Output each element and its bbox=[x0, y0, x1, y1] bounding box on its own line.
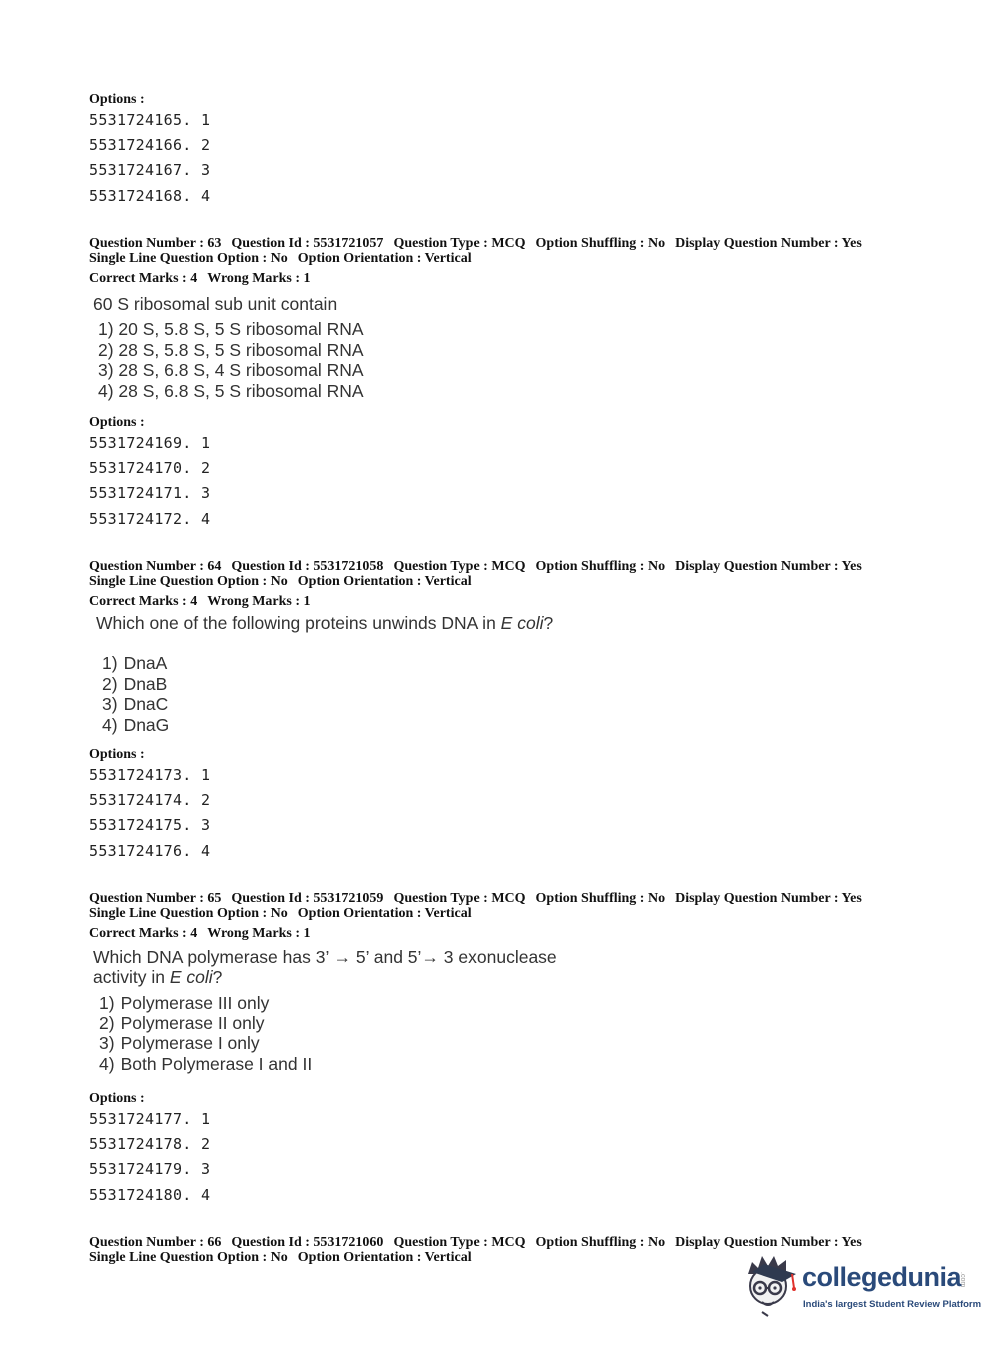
question-text-main: activity in bbox=[93, 967, 170, 987]
single-line-option: Single Line Question Option : No bbox=[89, 574, 288, 589]
option-code: 5531724174. 2 bbox=[89, 791, 211, 809]
option-orientation: Option Orientation : Vertical bbox=[297, 251, 472, 266]
display-question-number: Display Question Number : Yes bbox=[675, 1235, 862, 1250]
wrong-marks: Wrong Marks : 1 bbox=[207, 594, 311, 609]
correct-marks: Correct Marks : 4 bbox=[89, 271, 198, 286]
question-text bbox=[96, 613, 553, 634]
choice-number: 4) bbox=[102, 715, 118, 735]
choice-number: 4) bbox=[99, 1054, 115, 1074]
option-code: 5531724176. 4 bbox=[89, 842, 211, 860]
choice-number: 3) bbox=[102, 694, 118, 714]
choice-number: 2) bbox=[99, 1013, 115, 1033]
logo-tagline: India's largest Student Review Platform bbox=[803, 1299, 982, 1310]
answer-choice: 4) 28 S, 6.8 S, 5 S ribosomal RNA bbox=[98, 381, 364, 401]
answer-choice: 2) 28 S, 5.8 S, 5 S ribosomal RNA bbox=[98, 340, 364, 360]
option-shuffling: Option Shuffling : No bbox=[535, 891, 666, 906]
question-text-line1: Which DNA polymerase has 3’ → 5’ and 5’→ 3 exonuclease bbox=[93, 947, 557, 967]
option-shuffling: Option Shuffling : No bbox=[535, 236, 666, 251]
option-code: 5531724175. 3 bbox=[89, 816, 211, 834]
answer-choice bbox=[102, 653, 167, 674]
question-text-italic: E coli bbox=[169, 967, 213, 987]
question-meta-line1 bbox=[89, 559, 872, 574]
answer-choice bbox=[102, 674, 167, 695]
option-code: 5531724166. 2 bbox=[89, 136, 211, 154]
single-line-option: Single Line Question Option : No bbox=[89, 251, 288, 266]
choice-text: DnaC bbox=[123, 694, 169, 714]
question-id: Question Id : 5531721058 bbox=[231, 559, 384, 574]
question-type: Question Type : MCQ bbox=[393, 1235, 526, 1250]
question-meta-line1 bbox=[89, 236, 872, 251]
answer-choice bbox=[99, 1033, 260, 1054]
choice-text: DnaG bbox=[123, 715, 170, 735]
question-text-italic: E coli bbox=[500, 613, 544, 633]
question-marks bbox=[89, 594, 321, 609]
choice-text: DnaB bbox=[123, 674, 168, 694]
option-shuffling: Option Shuffling : No bbox=[535, 559, 666, 574]
choice-text: Both Polymerase I and II bbox=[120, 1054, 313, 1074]
choice-text: Polymerase III only bbox=[120, 993, 270, 1013]
option-code: 5531724180. 4 bbox=[89, 1186, 211, 1204]
question-number: Question Number : 63 bbox=[89, 236, 222, 251]
single-line-option: Single Line Question Option : No bbox=[89, 906, 288, 921]
option-code: 5531724171. 3 bbox=[89, 484, 211, 502]
options-label: Options : bbox=[89, 1091, 145, 1106]
question-meta-line1 bbox=[89, 891, 872, 906]
question-meta-line2 bbox=[89, 906, 482, 921]
question-number: Question Number : 64 bbox=[89, 559, 222, 574]
option-code: 5531724168. 4 bbox=[89, 187, 211, 205]
choice-number: 3) bbox=[99, 1033, 115, 1053]
question-id: Question Id : 5531721057 bbox=[231, 236, 384, 251]
logo-domain: .com bbox=[959, 1272, 966, 1288]
question-marks bbox=[89, 926, 321, 941]
question-text: 60 S ribosomal sub unit contain bbox=[93, 294, 338, 314]
question-meta-line1 bbox=[89, 1235, 872, 1250]
option-orientation: Option Orientation : Vertical bbox=[297, 1250, 472, 1265]
answer-choice bbox=[99, 1013, 265, 1034]
correct-marks: Correct Marks : 4 bbox=[89, 926, 198, 941]
option-code: 5531724169. 1 bbox=[89, 434, 211, 452]
correct-marks: Correct Marks : 4 bbox=[89, 594, 198, 609]
choice-text: Polymerase II only bbox=[120, 1013, 265, 1033]
display-question-number: Display Question Number : Yes bbox=[675, 891, 862, 906]
logo-wordmark: collegedunia bbox=[802, 1262, 962, 1292]
option-code: 5531724177. 1 bbox=[89, 1110, 211, 1128]
option-code: 5531724172. 4 bbox=[89, 510, 211, 528]
question-number: Question Number : 66 bbox=[89, 1235, 222, 1250]
question-meta-line2 bbox=[89, 251, 482, 266]
single-line-option: Single Line Question Option : No bbox=[89, 1250, 288, 1265]
wrong-marks: Wrong Marks : 1 bbox=[207, 926, 311, 941]
question-meta-line2 bbox=[89, 1250, 482, 1265]
choice-number: 1) bbox=[99, 993, 115, 1013]
option-code: 5531724178. 2 bbox=[89, 1135, 211, 1153]
question-type: Question Type : MCQ bbox=[393, 559, 526, 574]
question-marks bbox=[89, 271, 321, 286]
choice-text: Polymerase I only bbox=[120, 1033, 260, 1053]
choice-number: 2) bbox=[102, 674, 118, 694]
question-text-line2 bbox=[93, 967, 222, 988]
collegedunia-logo bbox=[742, 1252, 982, 1322]
option-code: 5531724167. 3 bbox=[89, 161, 211, 179]
mascot-icon bbox=[742, 1252, 800, 1318]
options-label: Options : bbox=[89, 92, 145, 107]
option-code: 5531724173. 1 bbox=[89, 766, 211, 784]
options-label: Options : bbox=[89, 415, 145, 430]
question-id: Question Id : 5531721059 bbox=[231, 891, 384, 906]
choice-text: DnaA bbox=[123, 653, 168, 673]
option-code: 5531724170. 2 bbox=[89, 459, 211, 477]
answer-choice bbox=[102, 715, 169, 736]
answer-choice bbox=[99, 993, 269, 1014]
display-question-number: Display Question Number : Yes bbox=[675, 559, 862, 574]
option-orientation: Option Orientation : Vertical bbox=[297, 574, 472, 589]
answer-choice: 1) 20 S, 5.8 S, 5 S ribosomal RNA bbox=[98, 319, 364, 339]
answer-choice: 3) 28 S, 6.8 S, 4 S ribosomal RNA bbox=[98, 360, 364, 380]
option-shuffling: Option Shuffling : No bbox=[535, 1235, 666, 1250]
answer-choice bbox=[99, 1054, 312, 1075]
question-text-end: ? bbox=[212, 967, 223, 987]
display-question-number: Display Question Number : Yes bbox=[675, 236, 862, 251]
question-text-main: Which one of the following proteins unwinds DNA in bbox=[96, 613, 501, 633]
answer-choice bbox=[102, 694, 168, 715]
option-code: 5531724165. 1 bbox=[89, 111, 211, 129]
question-id: Question Id : 5531721060 bbox=[231, 1235, 384, 1250]
option-code: 5531724179. 3 bbox=[89, 1160, 211, 1178]
question-meta-line2 bbox=[89, 574, 482, 589]
question-text-end: ? bbox=[543, 613, 554, 633]
wrong-marks: Wrong Marks : 1 bbox=[207, 271, 311, 286]
option-orientation: Option Orientation : Vertical bbox=[297, 906, 472, 921]
choice-number: 1) bbox=[102, 653, 118, 673]
question-type: Question Type : MCQ bbox=[393, 891, 526, 906]
options-label: Options : bbox=[89, 747, 145, 762]
question-number: Question Number : 65 bbox=[89, 891, 222, 906]
question-type: Question Type : MCQ bbox=[393, 236, 526, 251]
